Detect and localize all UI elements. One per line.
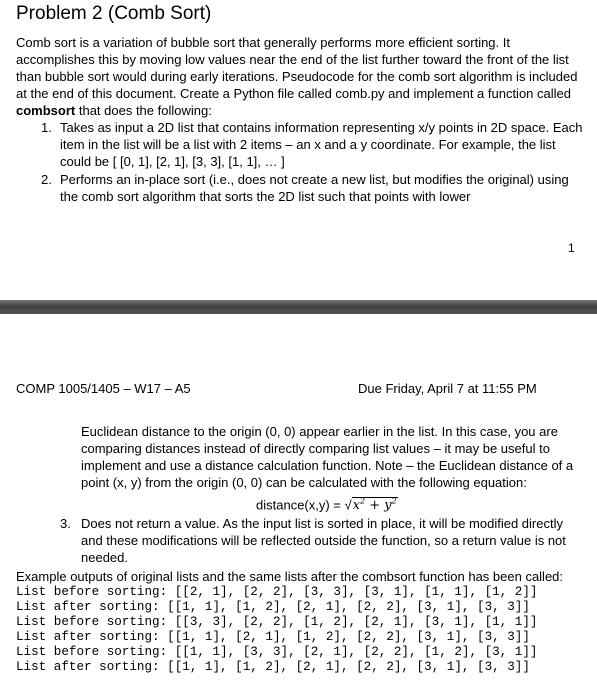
page-number: 1: [568, 241, 575, 255]
sqrt-radicand: [352, 497, 398, 513]
problem-title: Problem 2 (Comb Sort): [16, 3, 212, 24]
list-item: [41, 171, 585, 205]
var-y: y: [384, 498, 392, 514]
intro-text-end: that does the following:: [75, 103, 212, 118]
exponent: 2: [360, 497, 366, 506]
list-number: 3.: [60, 516, 71, 531]
intro-text: Comb sort is a variation of bubble sort that generally performs more efficient sorting. It accomplishes this by moving low values near the end of the list further toward the front of the list than bubble sort would during early iterations. Pseudocode for the comb sort algorithm is included at the end of this document. Create a Python file called comb.py and implement a function called: [16, 35, 578, 101]
list-item-text: Performs an in-place sort (i.e., does not create a new list, but modifies the original) using the comb sort algorithm that sorts the 2D list such that points with lower: [60, 172, 569, 204]
code-line: List before sorting: [[2, 1], [2, 2], [3, 3], [3, 1], [1, 1], [1, 2]]: [16, 585, 538, 599]
function-name: combsort: [16, 103, 76, 118]
list-item-text: Takes as input a 2D list that contains information representing x/y points in 2D space. Each item in the list will be a list with 2 items – an x and a y coordinate. For example, the list could be [ [0, 1], [2, 1], [3, 3], [1, 1], … ]: [60, 120, 583, 169]
code-line: List after sorting: [[1, 1], [2, 1], [1, 2], [2, 2], [3, 1], [3, 3]]: [16, 630, 530, 644]
code-line: List after sorting: [[1, 1], [1, 2], [2, 1], [2, 2], [3, 1], [3, 3]]: [16, 660, 530, 674]
example-intro: Example outputs of original lists and the same lists after the combsort function has been called:: [16, 569, 564, 584]
equation-lhs: distance(x,y) =: [256, 497, 345, 513]
exponent: 2: [391, 497, 397, 506]
list-number: 2.: [41, 172, 52, 187]
sqrt-symbol: √: [344, 497, 352, 513]
continuation-paragraph: Euclidean distance to the origin (0, 0) appear earlier in the list. In this case, you are comparing distances instead of directly comparing list values – it may be useful to implement and use a distance calculation function. Note – the Euclidean distance of a point (x, y) from the origin (0, 0) can be calculated with the following equation:: [81, 424, 574, 490]
list-number: 1.: [41, 120, 52, 135]
page-header-due-date: Due Friday, April 7 at 11:55 PM: [358, 381, 537, 396]
page-header-course: COMP 1005/1405 – W17 – A5: [16, 381, 191, 396]
list-item: [41, 119, 585, 170]
document-page-2: [0, 314, 597, 685]
code-line: List after sorting: [[1, 1], [1, 2], [2, 1], [2, 2], [3, 1], [3, 3]]: [16, 600, 530, 614]
list-item: [60, 515, 581, 566]
code-line: List before sorting: [[3, 3], [2, 2], [1, 2], [2, 1], [3, 1], [1, 1]]: [16, 615, 538, 629]
plus-sign: +: [365, 498, 385, 514]
var-x: x: [352, 498, 360, 514]
intro-paragraph: [16, 34, 586, 119]
distance-equation: [256, 493, 398, 514]
page-separator: [0, 300, 597, 314]
document-page-1: [0, 0, 597, 300]
list-item-text: Does not return a value. As the input list is sorted in place, it will be modified directly and these modifications will be reflected outside the function, so a return value is not needed.: [81, 516, 566, 565]
example-output-block: [16, 585, 537, 675]
code-line: List before sorting: [[1, 1], [3, 3], [2, 1], [2, 2], [1, 2], [3, 1]]: [16, 645, 538, 659]
